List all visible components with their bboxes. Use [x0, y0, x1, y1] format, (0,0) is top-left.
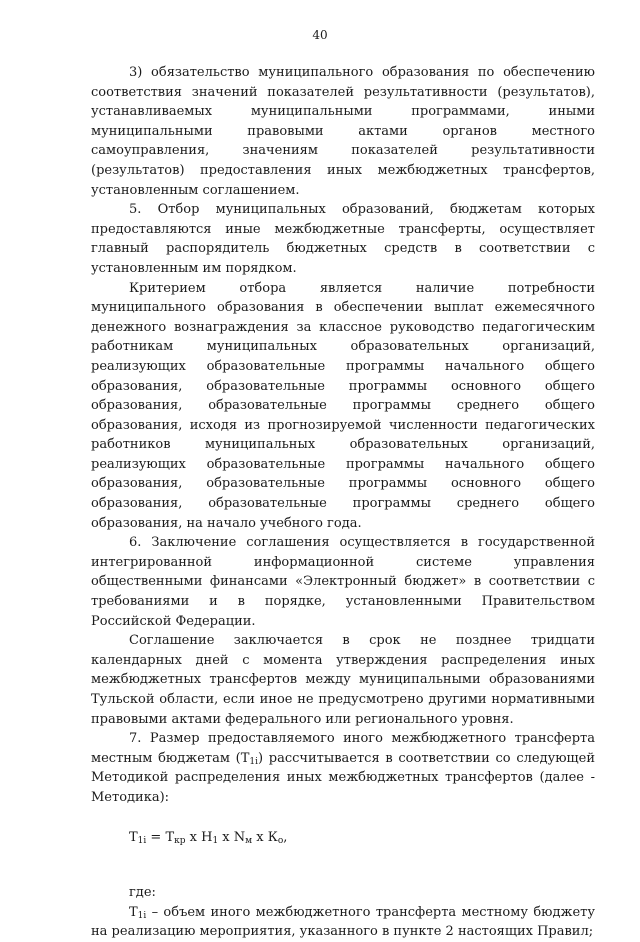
formula-end: , [283, 829, 288, 845]
page-number: 40 [312, 28, 328, 42]
paragraph-clause-6: 6. Заключение соглашения осуществляется в государственной интегрированной информационной системе управления общественными финансами «Электронный бюджет» в соответствии с требованиями и в порядке, установленными Правительством Российской Федерации. [91, 535, 595, 629]
paragraph-clause-7-text-a: 7. Размер предоставляемого иного межбюджетного трансферта местным бюджетам (Т [91, 731, 595, 766]
formula-tkr-sub: кр [174, 835, 186, 846]
paragraph-clause-5: 5. Отбор муниципальных образований, бюджетам которых предоставляются иные межбюджетные трансферты, осуществляет главный распорядитель бюджетных средств в соответствии с установленным им порядком. [91, 202, 595, 276]
formula-x2: х N [218, 829, 246, 845]
paragraph-clause-7-subscript: 1i [249, 756, 259, 767]
formula-t-sub: 1i [137, 835, 147, 846]
formula-x1: х Н [185, 829, 213, 845]
formula-eq: = Т [146, 829, 175, 845]
formula-t: Т [129, 829, 138, 845]
paragraph-agreement-term: Соглашение заключается в срок не позднее тридцати календарных дней с момента утверждения распределения иных межбюджетных трансфертов между муниципальными образованиями Тульской области, если иное не предусмотрено другими нормативными правовыми актами федерального или регионального уровня. [91, 633, 595, 727]
formula [91, 828, 595, 848]
formula-h-sub: 1 [212, 835, 219, 846]
paragraph-item-3: 3) обязательство муниципального образования по обеспечению соответствия значений показателей результативности (результатов), устанавливаемых муниципальными программами, иными муниципальными правовыми актами органов местного самоуправления, значениям показателей результативности (результатов) предоставления иных межбюджетных трансфертов, установленным соглашением. [91, 65, 595, 198]
formula-n-sub: м [245, 835, 253, 846]
where-label: где: [129, 885, 156, 901]
paragraph-selection-criterion: Критерием отбора является наличие потребности муниципального образования в обеспечении выплат ежемесячного денежного вознаграждения за классное руководство педагогическим работникам муниципальных образовательных организаций, реализующих образовательные программы начального общего образования, образовательные программы основного общего образования, образовательные программы среднего общего образования, исходя из прогнозируемой численности педагогических работников муниципальных образовательных организаций, реализующих образовательные программы начального общего образования, образовательные программы основного общего образования, образовательные программы среднего общего образования, на начало учебного года. [91, 280, 595, 531]
definition-t1i [91, 903, 595, 942]
paragraph-clause-7-text-b: ) рассчитывается в соответствии со следующей Методикой распределения иных межбюджетных трансфертов (далее - Методика): [91, 750, 595, 805]
formula-x3: х К [252, 829, 278, 845]
definition-t-sub: 1i [137, 910, 147, 921]
paragraph-clause-7 [91, 729, 595, 807]
definition-text: – объем иного межбюджетного трансферта местному бюджету на реализацию мероприятия, указанного в пункте 2 настоящих Правил; [91, 904, 595, 940]
definition-t: Т [129, 904, 138, 920]
document-body [91, 63, 595, 942]
formula-k-sub: о [277, 835, 284, 846]
